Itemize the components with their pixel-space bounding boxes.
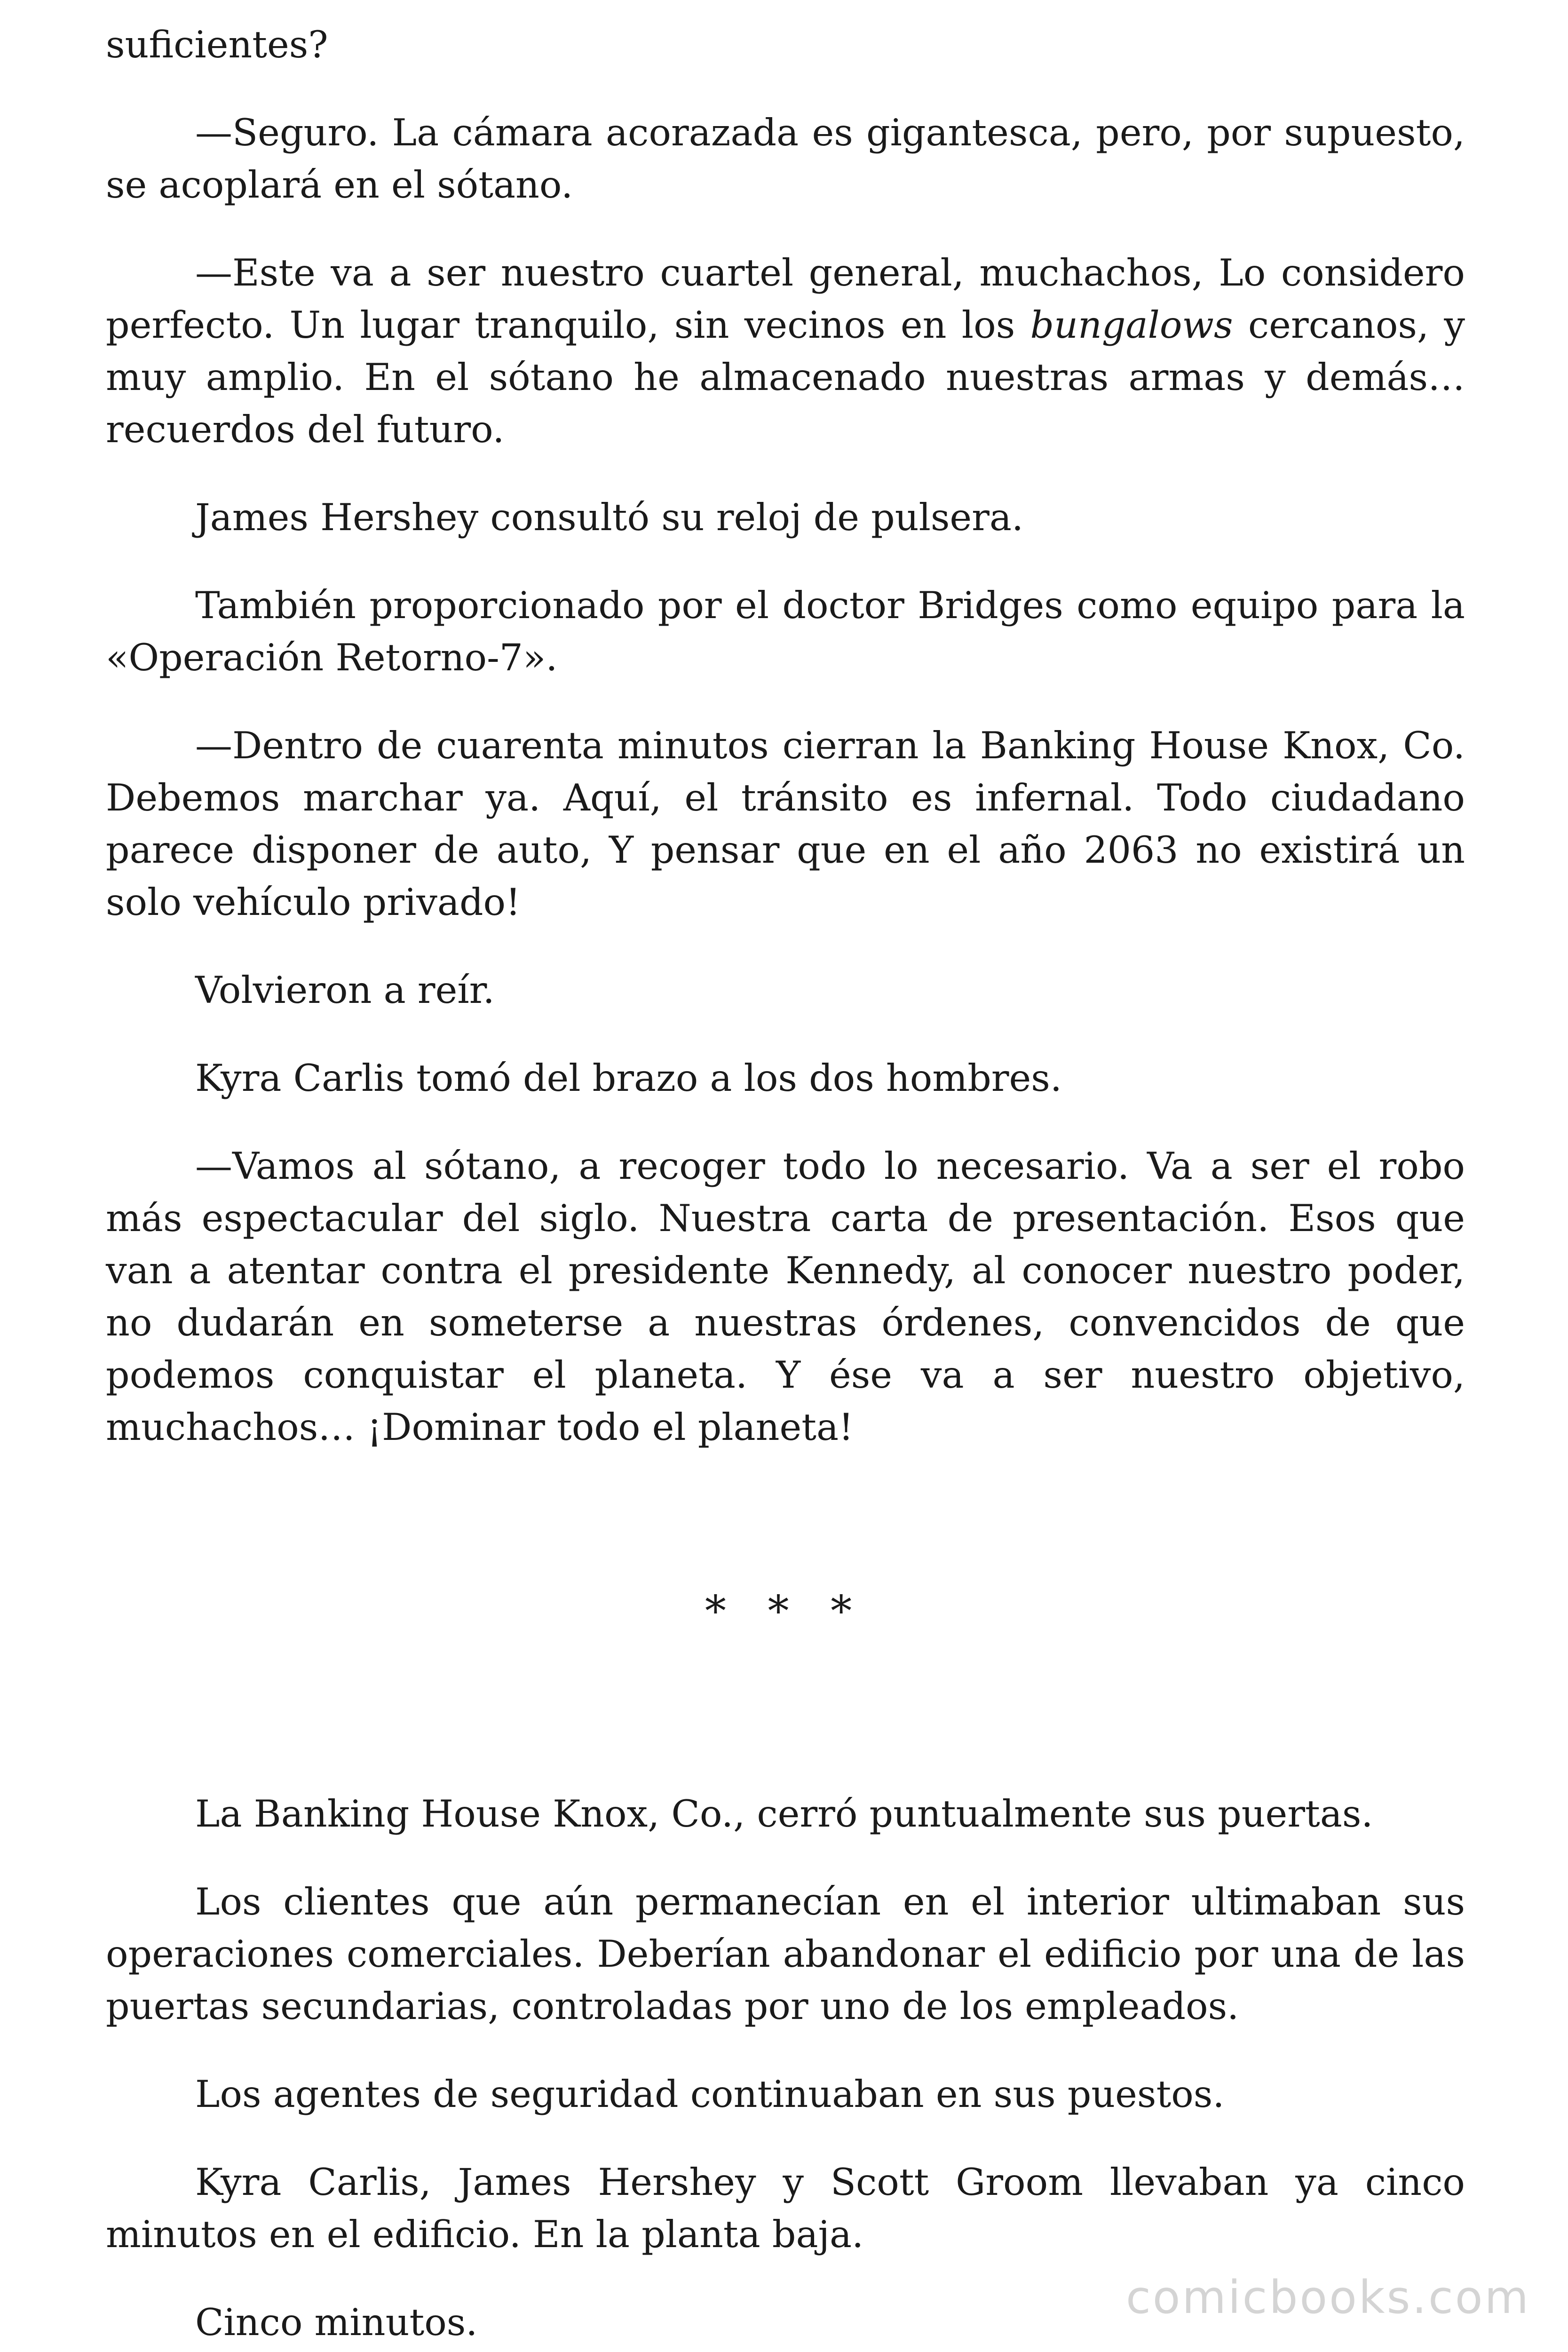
paragraph-9: —Vamos al sótano, a recoger todo lo necesario. Va a ser el robo más espectacular del siglo. Nuestra carta de presentación. Esos que van a atentar contra el presidente Kennedy, al conocer nuestro poder, no dudarán en someterse a nuestras órdenes, convencidos de que podemos conquistar el planeta. Y ése va a ser nuestro objetivo, muchachos… ¡Dominar todo el planeta!: [106, 1144, 1465, 1449]
paragraph-11: Los clientes que aún permanecían en el interior ultimaban sus operaciones comerciales. Deberían abandonar el edificio por una de las puertas secundarias, controladas por uno de los empleados.: [106, 1880, 1465, 2028]
paragraph-3: [106, 247, 1465, 456]
paragraph-2: —Seguro. La cámara acorazada es gigantesca, pero, por supuesto, se acoplará en el sótano.: [106, 111, 1465, 207]
paragraph-3-post: cercanos, y muy amplio. En el sótano he almacenado nuestras armas y demás… recuerdos del futuro.: [106, 303, 1465, 451]
paragraph-3-pre: —Este va a ser nuestro cuartel general, muchachos, Lo considero perfecto. Un lugar tranquilo, sin vecinos en los: [106, 251, 1465, 347]
paragraph-6: —Dentro de cuarenta minutos cierran la Banking House Knox, Co. Debemos marchar ya. Aquí, el tránsito es infernal. Todo ciudadano parece disponer de auto, Y pensar que en el año 2063 no existirá un solo vehículo privado!: [106, 724, 1465, 924]
paragraph-3-italic: bungalows: [1030, 303, 1233, 347]
watermark: comicbooks.com: [1125, 2271, 1530, 2324]
paragraph-10: La Banking House Knox, Co., cerró puntualmente sus puertas.: [195, 1792, 1373, 1836]
paragraph-1: suficientes?: [106, 23, 328, 66]
paragraph-8: Kyra Carlis tomó del brazo a los dos hombres.: [195, 1057, 1062, 1100]
paragraph-13: Kyra Carlis, James Hershey y Scott Groom llevaban ya cinco minutos en el edificio. En la planta baja.: [106, 2161, 1465, 2256]
paragraph-12: Los agentes de seguridad continuaban en sus puestos.: [195, 2073, 1225, 2116]
document-page: [106, 19, 1465, 2352]
paragraph-4: James Hershey consultó su reloj de pulsera.: [195, 496, 1024, 539]
paragraph-5: También proporcionado por el doctor Bridges como equipo para la «Operación Retorno-7».: [106, 584, 1465, 679]
paragraph-7: Volvieron a reír.: [195, 969, 495, 1012]
section-separator: * * *: [705, 1587, 866, 1636]
paragraph-14: Cinco minutos.: [195, 2301, 478, 2344]
